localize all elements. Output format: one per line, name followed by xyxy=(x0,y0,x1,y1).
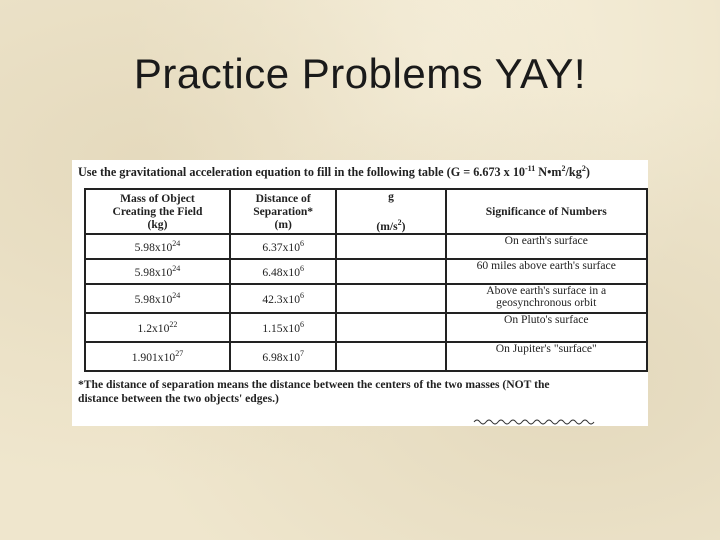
data-table xyxy=(84,188,648,372)
g-cell[interactable] xyxy=(336,234,445,259)
mass-cell: $5.98x10^{24}$ xyxy=(85,259,230,284)
mass-cell: $5.98x10^{24}$ xyxy=(85,234,230,259)
table-row xyxy=(85,234,647,259)
distance-cell: $6.37x10^6$ xyxy=(230,234,337,259)
header-g: g $(m/s^2)$ xyxy=(336,189,445,234)
significance-cell: On Pluto's surface xyxy=(446,313,648,342)
header-mass: Mass of Object Creating the Field (kg) xyxy=(85,189,230,234)
mass-cell: $1.2x10^{22}$ xyxy=(85,313,230,342)
table-row xyxy=(85,284,647,313)
slide-title: Practice Problems YAY! xyxy=(133,50,587,97)
significance-cell: On Jupiter's "surface" xyxy=(446,342,648,371)
significance-cell: 60 miles above earth's surface xyxy=(446,259,648,284)
distance-cell: $42.3x10^6$ xyxy=(230,284,337,313)
g-cell[interactable] xyxy=(336,342,445,371)
mass-cell: $1.901x10^{27}$ xyxy=(85,342,230,371)
mass-cell: $5.98x10^{24}$ xyxy=(85,284,230,313)
g-cell[interactable] xyxy=(336,284,445,313)
table-row xyxy=(85,342,647,371)
g-cell[interactable] xyxy=(336,313,445,342)
significance-cell: On earth's surface xyxy=(446,234,648,259)
significance-cell: Above earth's surface in a geosynchronous orbit xyxy=(446,284,648,313)
squiggle-decoration xyxy=(472,416,602,426)
table-row xyxy=(85,313,647,342)
table-header-row xyxy=(85,189,647,234)
table-row xyxy=(85,259,647,284)
header-significance: Significance of Numbers xyxy=(446,189,648,234)
distance-cell: $6.98x10^7$ xyxy=(230,342,337,371)
distance-cell: $1.15x10^6$ xyxy=(230,313,337,342)
worksheet-image xyxy=(72,160,648,426)
instruction-text: Use the gravitational acceleration equation to fill in the following table (G = 6.673 x $10^{-11}$ $N•m^2/kg^2$) xyxy=(78,164,590,180)
footnote: *The distance of separation means the distance between the centers of the two masses (NOT the distance between the two objects' edges.) xyxy=(78,377,550,405)
g-cell[interactable] xyxy=(336,259,445,284)
header-distance: Distance of Separation* (m) xyxy=(230,189,337,234)
distance-cell: $6.48x10^6$ xyxy=(230,259,337,284)
